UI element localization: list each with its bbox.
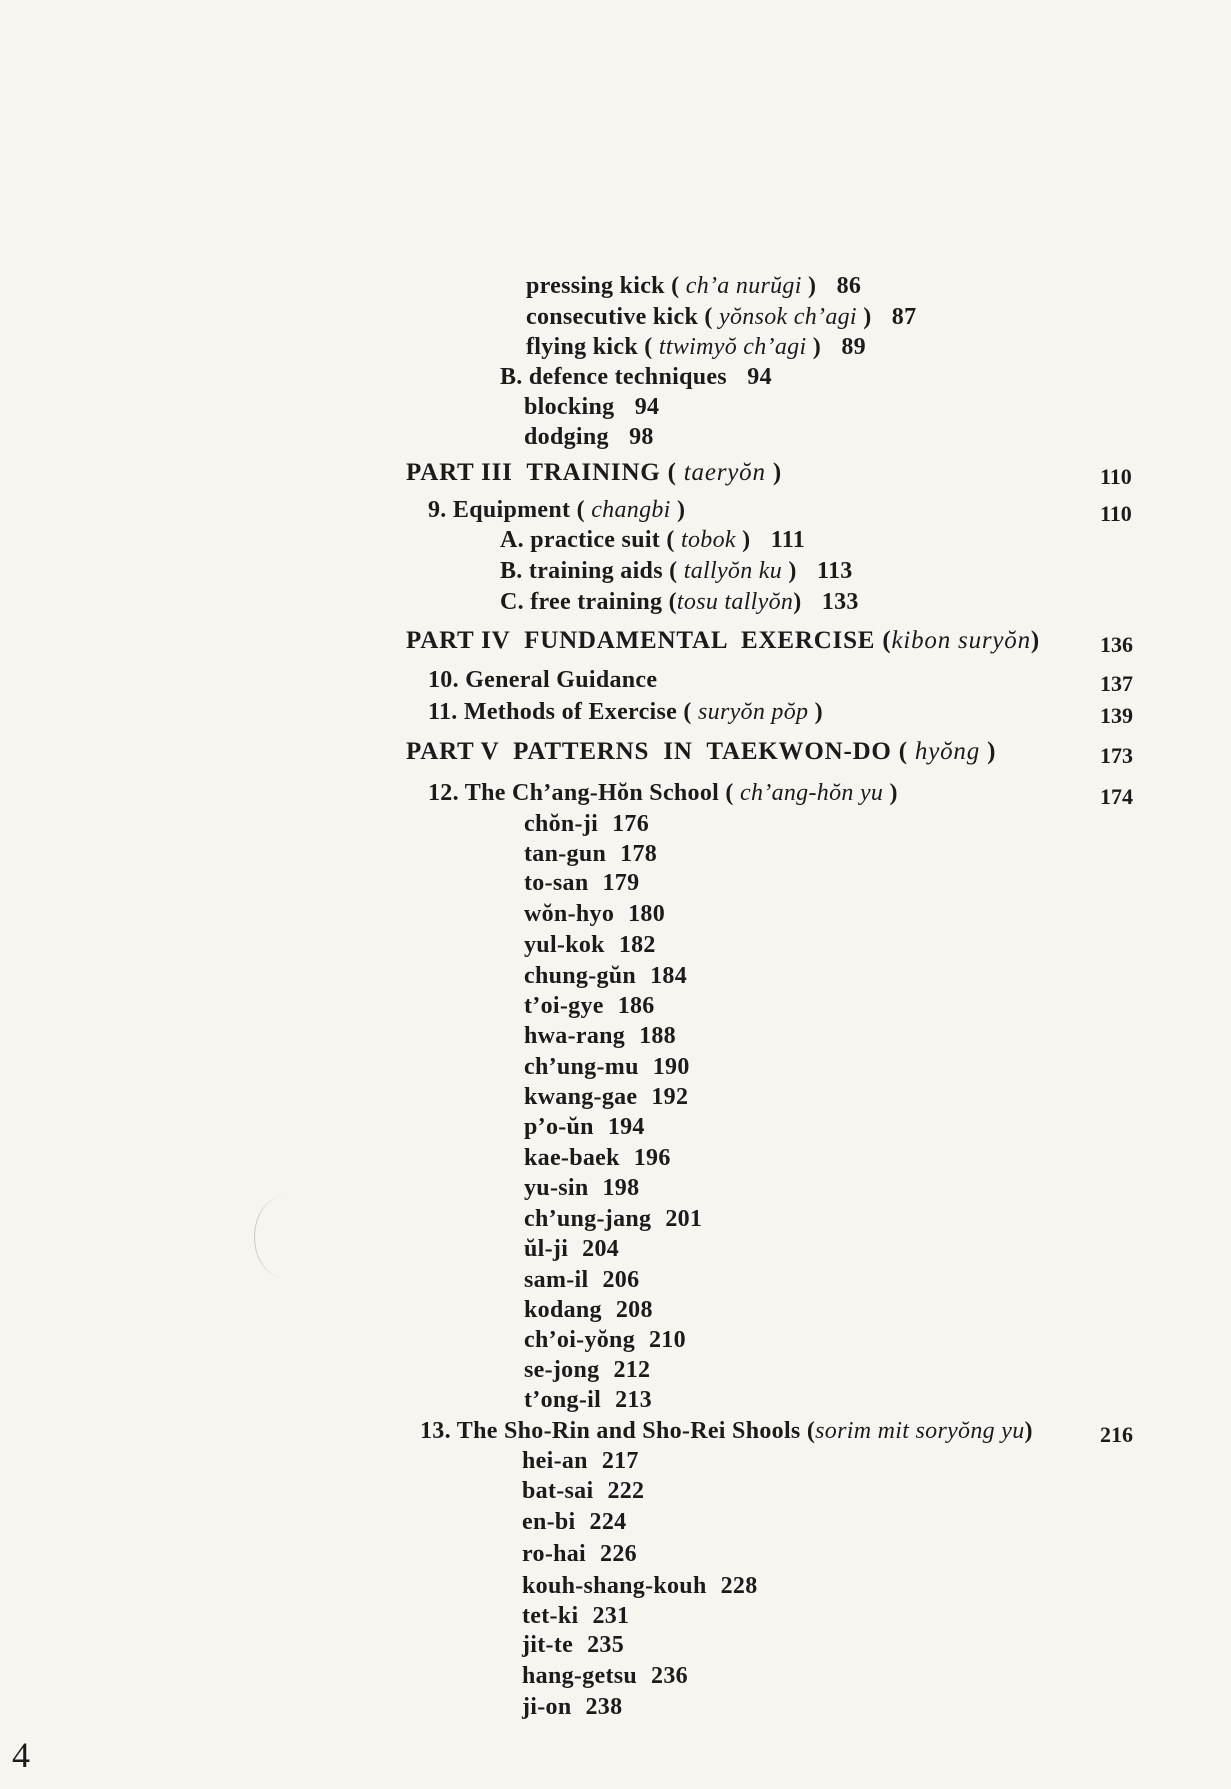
entry-page: 208: [615, 1297, 653, 1323]
toc-pattern: [524, 1234, 619, 1264]
entry-korean: tallyŏn ku: [683, 558, 783, 584]
toc-pattern: [524, 1265, 639, 1295]
entry-korean: taeryŏn: [683, 459, 766, 486]
entry-page: 226: [600, 1541, 637, 1567]
entry-page: 192: [651, 1084, 689, 1110]
toc-pattern: [524, 961, 687, 991]
entry-title: B. training aids: [500, 558, 663, 584]
entry-title: kodang: [524, 1297, 602, 1323]
entry-title: consecutive kick: [526, 304, 699, 330]
entry-title: dodging: [524, 424, 609, 450]
entry-page: 238: [585, 1694, 623, 1720]
toc-pattern: [524, 1082, 688, 1112]
toc-part-iii: PART III TRAINING ( taeryŏn ): [406, 459, 782, 486]
entry-page-right: 136: [1100, 632, 1133, 657]
toc-pattern: [524, 1295, 653, 1325]
toc-pattern: [524, 1204, 702, 1234]
entry-page: 212: [613, 1357, 651, 1383]
entry-page: 178: [620, 841, 658, 867]
toc-pattern: [524, 868, 639, 898]
toc-pattern: [524, 1173, 639, 1203]
entry-page: 98: [629, 424, 654, 450]
entry-page: 190: [652, 1054, 690, 1080]
toc-entry-dodging: [524, 422, 654, 452]
entry-title: yu-sin: [524, 1175, 589, 1201]
entry-page: 228: [720, 1573, 758, 1599]
entry-title: C. free training: [500, 589, 663, 615]
entry-title: kwang-gae: [524, 1084, 638, 1110]
entry-title: sam-il: [524, 1267, 589, 1293]
entry-title: PART IV FUNDAMENTAL EXERCISE: [406, 627, 876, 654]
toc-pattern: [524, 930, 656, 960]
entry-page-right: 174: [1100, 784, 1133, 809]
entry-title: ch’oi-yŏng: [524, 1327, 635, 1353]
entry-page: 111: [770, 527, 806, 553]
entry-title: 12. The Ch’ang-Hŏn School: [428, 780, 720, 806]
entry-page: 87: [891, 304, 917, 330]
entry-korean: suryŏn pŏp: [698, 699, 809, 725]
entry-page: 198: [602, 1175, 640, 1201]
toc-pattern: [524, 1021, 676, 1051]
toc-pattern: [524, 1112, 645, 1142]
entry-page-right: 139: [1100, 703, 1133, 728]
entry-title: B. defence techniques: [500, 364, 727, 390]
toc-part-iv: PART IV FUNDAMENTAL EXERCISE (kibon suryŏn): [406, 627, 1041, 654]
entry-title: jit-te: [522, 1632, 574, 1658]
toc-entry-free-training: C. free training (tosu tallyŏn) 133: [500, 589, 859, 615]
page-number: 4: [12, 1735, 30, 1775]
entry-title: 11. Methods of Exercise: [428, 699, 678, 725]
toc-pattern: [524, 1355, 650, 1385]
entry-korean: tosu tallyŏn: [676, 589, 794, 615]
entry-page: 94: [747, 364, 772, 390]
entry-page: 213: [615, 1387, 652, 1413]
paper-mark: [254, 1196, 315, 1278]
toc-entry-blocking: [524, 392, 659, 422]
entry-page: 206: [602, 1267, 640, 1293]
toc-pattern: [524, 1385, 652, 1415]
toc-pattern: [522, 1630, 624, 1660]
toc-part-v: PART V PATTERNS IN TAEKWON-DO ( hyŏng ): [406, 738, 997, 765]
toc-entry-pressing-kick: pressing kick ( ch’a nurŭgi ) 86: [526, 273, 862, 299]
entry-title: 13. The Sho-Rin and Sho-Rei Shools: [420, 1418, 801, 1444]
toc-pattern: [524, 991, 655, 1021]
toc-pattern: [522, 1507, 626, 1537]
entry-title: PART III TRAINING: [406, 459, 661, 486]
entry-page: 182: [618, 932, 656, 958]
entry-page: 194: [607, 1114, 645, 1140]
entry-page-right: 216: [1100, 1422, 1133, 1447]
toc-pattern: [522, 1476, 644, 1506]
toc-pattern: [524, 1143, 671, 1173]
toc-pattern: [524, 809, 649, 839]
toc-entry-consecutive-kick: consecutive kick ( yŏnsok ch’agi ) 87: [526, 304, 917, 330]
toc-pattern: [522, 1692, 622, 1722]
entry-title: chung-gŭn: [524, 963, 637, 989]
toc-pattern: [522, 1539, 637, 1569]
entry-korean: sorim mit soryŏng yu: [815, 1418, 1025, 1444]
toc-pattern: [522, 1446, 639, 1476]
entry-page-right: 173: [1100, 743, 1133, 768]
entry-page: 224: [589, 1509, 627, 1535]
entry-title: ch’ung-jang: [524, 1206, 652, 1232]
entry-title: bat-sai: [522, 1478, 594, 1504]
entry-title: yul-kok: [524, 932, 605, 958]
entry-korean: hyŏng: [914, 738, 981, 765]
entry-title: hei-an: [522, 1448, 588, 1474]
entry-title: ch’ung-mu: [524, 1054, 639, 1080]
entry-page: 196: [633, 1145, 671, 1171]
entry-title: 10. General Guidance: [428, 667, 658, 693]
entry-korean: tobok: [681, 527, 736, 553]
entry-page: 210: [649, 1327, 686, 1353]
entry-page: 94: [634, 394, 660, 420]
entry-title: en-bi: [522, 1509, 576, 1535]
entry-title: hwa-rang: [524, 1023, 626, 1049]
entry-title: blocking: [524, 394, 615, 420]
entry-page: 86: [836, 273, 862, 299]
toc-pattern: [522, 1661, 688, 1691]
entry-page: 179: [602, 870, 640, 896]
entry-title: flying kick: [526, 334, 638, 360]
toc-chapter-9: 9. Equipment ( changbi ): [428, 497, 686, 523]
entry-page: 188: [639, 1023, 676, 1049]
toc-chapter-10: [428, 665, 657, 695]
entry-title: ro-hai: [522, 1541, 587, 1567]
entry-title: kae-baek: [524, 1145, 620, 1171]
entry-title: 9. Equipment: [428, 497, 571, 523]
entry-title: A. practice suit: [500, 527, 661, 553]
entry-page: 222: [607, 1478, 645, 1504]
entry-title: se-jong: [524, 1357, 600, 1383]
entry-korean: ch’ang-hŏn yu: [740, 780, 884, 806]
entry-page-right: 110: [1100, 501, 1132, 526]
entry-page: 176: [612, 811, 650, 837]
toc-pattern: [524, 839, 657, 869]
entry-page: 235: [587, 1632, 624, 1658]
entry-page: 217: [601, 1448, 639, 1474]
entry-title: t’oi-gye: [524, 993, 604, 1019]
toc-chapter-11: 11. Methods of Exercise ( suryŏn pŏp ): [428, 699, 823, 725]
entry-title: ji-on: [522, 1694, 572, 1720]
entry-page: 186: [617, 993, 655, 1019]
toc-entry-practice-suit: A. practice suit ( tobok ) 111: [500, 527, 806, 553]
entry-korean: yŏnsok ch’agi: [719, 304, 857, 330]
entry-page: 133: [821, 589, 859, 615]
entry-page-right: 137: [1100, 671, 1133, 696]
entry-page-right: 110: [1100, 464, 1132, 489]
entry-page: 184: [650, 963, 687, 989]
entry-korean: ttwimyŏ ch’agi: [658, 334, 807, 360]
toc-pattern: [524, 899, 665, 929]
entry-korean: kibon suryŏn: [891, 627, 1031, 654]
entry-page: 180: [628, 901, 666, 927]
toc-entry-flying-kick: flying kick ( ttwimyŏ ch’agi ) 89: [526, 334, 866, 360]
entry-page: 113: [816, 558, 853, 584]
entry-title: PART V PATTERNS IN TAEKWON-DO: [406, 738, 892, 765]
entry-page: 204: [582, 1236, 620, 1262]
entry-title: pressing kick: [526, 273, 665, 299]
entry-page: 236: [651, 1663, 688, 1689]
entry-title: t’ong-il: [524, 1387, 602, 1413]
entry-title: kouh-shang-kouh: [522, 1573, 707, 1599]
entry-page: 231: [592, 1603, 630, 1629]
toc-pattern: [522, 1571, 758, 1601]
entry-title: tan-gun: [524, 841, 607, 867]
toc-pattern: [522, 1601, 629, 1631]
entry-page: 201: [665, 1206, 703, 1232]
entry-korean: ch’a nurŭgi: [685, 273, 802, 299]
entry-page: 89: [841, 334, 866, 360]
entry-title: hang-getsu: [522, 1663, 638, 1689]
entry-title: wŏn-hyo: [524, 901, 615, 927]
entry-korean: changbi: [591, 497, 671, 523]
entry-title: chŏn-ji: [524, 811, 599, 837]
entry-title: to-san: [524, 870, 589, 896]
toc-chapter-13: 13. The Sho-Rin and Sho-Rei Shools (sorim mit soryŏng yu): [420, 1418, 1033, 1444]
toc-entry-defence: [500, 362, 772, 392]
entry-title: ŭl-ji: [524, 1236, 569, 1262]
toc-pattern: [524, 1325, 686, 1355]
toc-entry-training-aids: B. training aids ( tallyŏn ku ) 113: [500, 558, 853, 584]
toc-pattern: [524, 1052, 690, 1082]
toc-chapter-12: 12. The Ch’ang-Hŏn School ( ch’ang-hŏn yu ): [428, 780, 898, 806]
entry-title: tet-ki: [522, 1603, 579, 1629]
entry-title: p’o-ŭn: [524, 1114, 594, 1140]
